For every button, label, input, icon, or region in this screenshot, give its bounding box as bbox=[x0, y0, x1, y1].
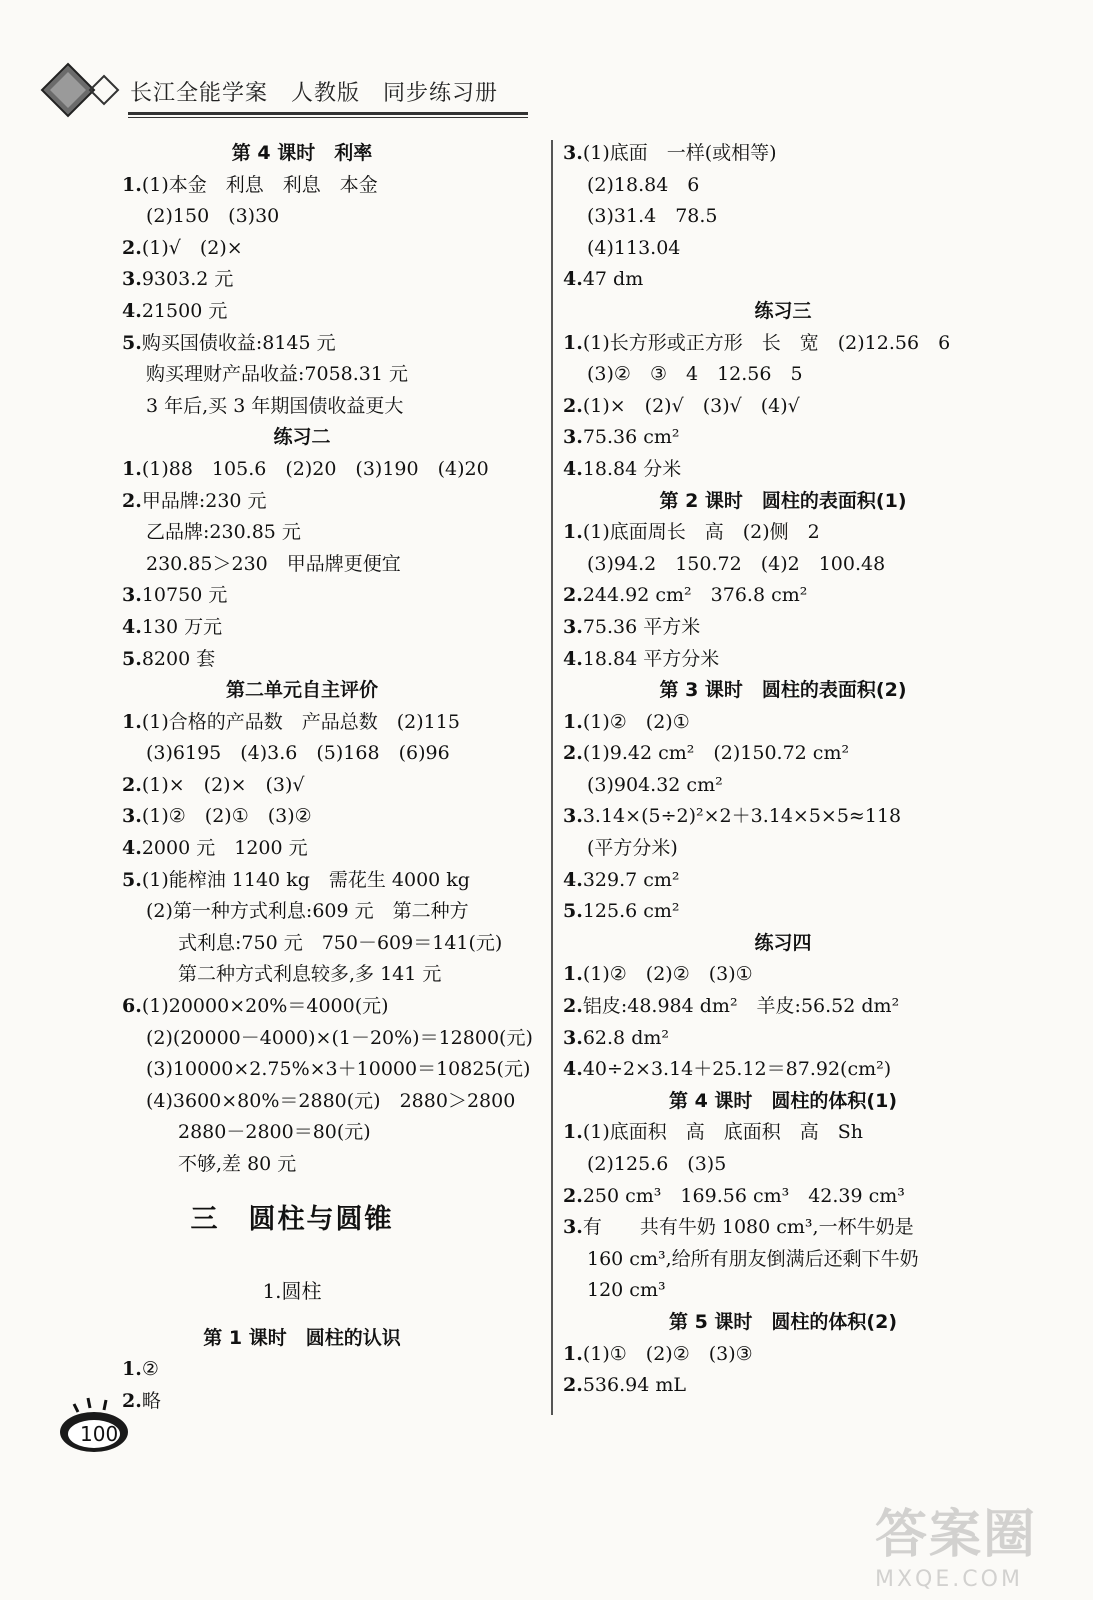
question-number: 4. bbox=[563, 647, 583, 670]
question-number: 4. bbox=[563, 868, 583, 891]
answer-text: 18.84 分米 bbox=[582, 457, 682, 480]
answer-line bbox=[122, 896, 542, 928]
answer-text: 244.92 cm² 376.8 cm² bbox=[582, 584, 808, 607]
answer-line bbox=[563, 1244, 1003, 1276]
answer-text: (3)904.32 cm² bbox=[587, 773, 723, 796]
answer-line bbox=[563, 170, 1003, 202]
answer-text: (平方分米) bbox=[587, 837, 678, 860]
answer-line bbox=[122, 1354, 542, 1386]
answer-text: 62.8 dm² bbox=[582, 1026, 669, 1049]
answer-text: 75.36 cm² bbox=[582, 426, 680, 449]
answer-line bbox=[122, 391, 542, 423]
answer-text: (1)本金 利息 利息 本金 bbox=[141, 173, 378, 196]
question-number: 5. bbox=[122, 331, 142, 354]
answer-text: (2)18.84 6 bbox=[587, 173, 700, 196]
answer-line bbox=[122, 233, 542, 265]
answer-line bbox=[563, 865, 1003, 897]
question-number: 1. bbox=[563, 963, 583, 986]
answer-text: 略 bbox=[141, 1389, 161, 1412]
answer-text: (1)② (2)② (3)① bbox=[582, 963, 753, 986]
book-title: 长江全能学案 人教版 同步练习册 bbox=[130, 81, 499, 106]
question-number: 2. bbox=[122, 489, 142, 512]
question-number: 6. bbox=[122, 995, 142, 1018]
question-number: 2. bbox=[563, 1184, 583, 1207]
answer-text: 3 年后,买 3 年期国债收益更大 bbox=[146, 394, 404, 417]
answer-line bbox=[122, 738, 542, 770]
left-answers-bottom bbox=[122, 1323, 542, 1418]
answer-line bbox=[563, 801, 1003, 833]
answer-line bbox=[563, 517, 1003, 549]
answer-text: (1)② (2)① (3)② bbox=[141, 805, 312, 828]
answer-line bbox=[122, 549, 542, 581]
answer-line bbox=[122, 170, 542, 202]
answer-line bbox=[563, 328, 1003, 360]
answer-text: (1)底面周长 高 (2)侧 2 bbox=[582, 521, 820, 544]
answer-text: 47 dm bbox=[582, 268, 644, 291]
answer-text: (1)① (2)② (3)③ bbox=[582, 1342, 753, 1365]
answer-line bbox=[122, 707, 542, 739]
answer-text: 40÷2×3.14＋25.12＝87.92(cm²) bbox=[582, 1058, 892, 1081]
answer-line bbox=[122, 328, 542, 360]
question-number: 3. bbox=[122, 584, 142, 607]
answer-text: 21500 元 bbox=[141, 299, 228, 322]
answer-line bbox=[563, 580, 1003, 612]
answer-line bbox=[563, 833, 1003, 865]
answer-line bbox=[563, 391, 1003, 423]
question-number: 2. bbox=[563, 742, 583, 765]
answer-text: 乙品牌:230.85 元 bbox=[146, 521, 301, 544]
answer-line bbox=[122, 517, 542, 549]
question-number: 4. bbox=[122, 299, 142, 322]
answer-text: (3)94.2 150.72 (4)2 100.48 bbox=[587, 552, 886, 575]
answer-text: (1)② (2)① bbox=[582, 710, 690, 733]
answer-text: 2880－2800＝80(元) bbox=[178, 1121, 371, 1144]
question-number: 3. bbox=[563, 1216, 583, 1239]
answer-line bbox=[563, 549, 1003, 581]
answer-line bbox=[563, 991, 1003, 1023]
answer-line bbox=[563, 264, 1003, 296]
right-answers bbox=[563, 138, 1003, 1402]
answer-line bbox=[563, 1370, 1003, 1402]
answer-text: 购买理财产品收益:7058.31 元 bbox=[146, 363, 409, 386]
answer-text: (1)× (2)× (3)√ bbox=[141, 773, 305, 796]
answer-text: (2)(20000－4000)×(1－20%)＝12800(元) bbox=[146, 1026, 533, 1049]
section-heading: 第 1 课时 圆柱的认识 bbox=[203, 1326, 401, 1349]
answer-text: 75.36 平方米 bbox=[582, 615, 701, 638]
answer-line bbox=[563, 422, 1003, 454]
answer-line bbox=[122, 1023, 542, 1055]
answer-line bbox=[563, 233, 1003, 265]
question-number: 3. bbox=[563, 805, 583, 828]
answer-text: 18.84 平方分米 bbox=[582, 647, 720, 670]
answer-line bbox=[563, 201, 1003, 233]
answer-text: 10750 元 bbox=[141, 584, 228, 607]
answer-line bbox=[563, 644, 1003, 676]
answer-text: 9303.2 元 bbox=[141, 268, 234, 291]
question-number: 1. bbox=[563, 521, 583, 544]
answer-line bbox=[563, 738, 1003, 770]
answer-line bbox=[563, 359, 1003, 391]
header-rule-thin bbox=[128, 117, 528, 118]
answer-line bbox=[563, 896, 1003, 928]
question-number: 3. bbox=[122, 805, 142, 828]
answer-text: 购买国债收益:8145 元 bbox=[141, 331, 336, 354]
question-number: 1. bbox=[122, 457, 142, 480]
answer-line bbox=[122, 359, 542, 391]
question-number: 1. bbox=[122, 1358, 142, 1381]
answer-line bbox=[122, 959, 542, 991]
watermark-url: MXQE.COM bbox=[875, 1567, 1023, 1592]
question-number: 3. bbox=[563, 426, 583, 449]
question-number: 4. bbox=[563, 1058, 583, 1081]
page-number: 100 bbox=[80, 1422, 119, 1446]
question-number: 2. bbox=[563, 995, 583, 1018]
answer-text: 8200 套 bbox=[141, 647, 216, 670]
page-number-badge bbox=[62, 1410, 132, 1462]
answer-text: (1)20000×20%＝4000(元) bbox=[141, 995, 389, 1018]
question-number: 4. bbox=[563, 268, 583, 291]
answer-line bbox=[122, 1386, 542, 1418]
answer-line bbox=[563, 1117, 1003, 1149]
answer-text: (3)31.4 78.5 bbox=[587, 205, 718, 228]
answer-line bbox=[122, 833, 542, 865]
answer-line bbox=[563, 1023, 1003, 1055]
section-heading: 练习三 bbox=[754, 299, 812, 322]
answer-line bbox=[122, 928, 542, 960]
answer-line bbox=[563, 770, 1003, 802]
question-number: 3. bbox=[563, 615, 583, 638]
answer-text: (1)88 105.6 (2)20 (3)190 (4)20 bbox=[141, 457, 489, 480]
answer-text: (4)3600×80%＝2880(元) 2880＞2800 bbox=[146, 1089, 516, 1112]
question-number: 4. bbox=[563, 457, 583, 480]
question-number: 1. bbox=[563, 1342, 583, 1365]
question-number: 5. bbox=[563, 900, 583, 923]
answer-text: (1)合格的产品数 产品总数 (2)115 bbox=[141, 710, 460, 733]
section-heading: 第 2 课时 圆柱的表面积(1) bbox=[659, 489, 907, 512]
answer-line bbox=[563, 138, 1003, 170]
answer-line bbox=[122, 770, 542, 802]
answer-text: (2)150 (3)30 bbox=[146, 205, 280, 228]
question-number: 4. bbox=[122, 837, 142, 860]
answer-text: 329.7 cm² bbox=[582, 868, 680, 891]
answer-line bbox=[563, 959, 1003, 991]
question-number: 5. bbox=[122, 647, 142, 670]
answer-text: 不够,差 80 元 bbox=[178, 1153, 297, 1175]
answer-text: (1)底面 一样(或相等) bbox=[582, 142, 777, 164]
watermark bbox=[875, 1492, 1075, 1592]
question-number: 2. bbox=[563, 1374, 583, 1397]
watermark-logo: 答案圈 bbox=[875, 1505, 1038, 1565]
answer-text: 铝皮:48.984 dm² 羊皮:56.52 dm² bbox=[582, 995, 900, 1018]
section-heading: 第 4 课时 利率 bbox=[231, 142, 373, 164]
answer-line bbox=[122, 454, 542, 486]
answer-line bbox=[122, 1054, 542, 1086]
answer-line bbox=[122, 580, 542, 612]
answer-text: 536.94 mL bbox=[582, 1374, 686, 1397]
answer-line bbox=[122, 296, 542, 328]
question-number: 3. bbox=[122, 268, 142, 291]
question-number: 2. bbox=[122, 236, 142, 259]
answer-line bbox=[122, 1149, 542, 1181]
answer-line bbox=[122, 1117, 542, 1149]
answer-line bbox=[122, 644, 542, 676]
answer-line bbox=[563, 1181, 1003, 1213]
section-heading: 练习二 bbox=[273, 426, 331, 449]
question-number: 3. bbox=[563, 1026, 583, 1049]
answer-text: 250 cm³ 169.56 cm³ 42.39 cm³ bbox=[582, 1184, 905, 1207]
question-number: 2. bbox=[563, 584, 583, 607]
answer-text: (2)第一种方式利息:609 元 第二种方 bbox=[146, 900, 469, 923]
answer-line bbox=[122, 991, 542, 1023]
question-number: 3. bbox=[563, 142, 583, 164]
answer-line bbox=[563, 1054, 1003, 1086]
answer-text: 第二种方式利息较多,多 141 元 bbox=[178, 963, 442, 986]
answer-text: ② bbox=[141, 1358, 159, 1381]
answer-line bbox=[563, 612, 1003, 644]
answer-line bbox=[122, 1086, 542, 1118]
answer-line bbox=[563, 1212, 1003, 1244]
answer-text: 160 cm³,给所有朋友倒满后还剩下牛奶 bbox=[587, 1247, 919, 1270]
answer-text: 2000 元 1200 元 bbox=[141, 837, 308, 860]
question-number: 1. bbox=[563, 1121, 583, 1144]
question-number: 1. bbox=[563, 331, 583, 354]
answer-text: (1)底面积 高 底面积 高 Sh bbox=[582, 1121, 864, 1144]
answer-line bbox=[122, 201, 542, 233]
section-heading: 第二单元自主评价 bbox=[225, 679, 378, 702]
answer-text: 有 共有牛奶 1080 cm³,一杯牛奶是 bbox=[582, 1216, 914, 1239]
question-number: 2. bbox=[563, 394, 583, 417]
question-number: 5. bbox=[122, 868, 142, 891]
section-heading: 第 4 课时 圆柱的体积(1) bbox=[668, 1089, 898, 1112]
answer-line bbox=[122, 486, 542, 518]
question-number: 1. bbox=[122, 710, 142, 733]
answer-text: (3)6195 (4)3.6 (5)168 (6)96 bbox=[146, 742, 450, 765]
answer-text: (1)√ (2)× bbox=[141, 236, 243, 259]
left-answers bbox=[122, 138, 542, 1181]
section-heading: 第 5 课时 圆柱的体积(2) bbox=[668, 1310, 898, 1333]
answer-text: (1)9.42 cm² (2)150.72 cm² bbox=[582, 742, 850, 765]
answer-text: 3.14×(5÷2)²×2＋3.14×5×5≈118 bbox=[582, 805, 902, 828]
page-header bbox=[38, 62, 498, 122]
answer-text: 式利息:750 元 750－609＝141(元) bbox=[178, 931, 503, 954]
chapter-title: 三 圆柱与圆锥 bbox=[190, 1203, 394, 1235]
answer-text: (3)10000×2.75%×3＋10000＝10825(元) bbox=[146, 1058, 531, 1081]
answer-text: 125.6 cm² bbox=[582, 900, 680, 923]
right-column bbox=[563, 138, 1003, 1402]
section-heading: 第 3 课时 圆柱的表面积(2) bbox=[659, 679, 907, 702]
answer-line bbox=[563, 1149, 1003, 1181]
answer-text: (2)125.6 (3)5 bbox=[587, 1153, 727, 1175]
answer-line bbox=[122, 801, 542, 833]
answer-text: (4)113.04 bbox=[587, 236, 681, 259]
column-divider bbox=[551, 140, 553, 1415]
section-title: 1.圆柱 bbox=[262, 1278, 322, 1303]
answer-line bbox=[122, 612, 542, 644]
answer-line bbox=[563, 454, 1003, 486]
answer-line bbox=[563, 707, 1003, 739]
answer-text: (1)× (2)√ (3)√ (4)√ bbox=[582, 394, 800, 417]
answer-text: 130 万元 bbox=[141, 615, 223, 638]
header-rule bbox=[128, 112, 528, 115]
answer-text: 120 cm³ bbox=[587, 1279, 666, 1302]
answer-text: 甲品牌:230 元 bbox=[141, 489, 267, 512]
diamond-ornament-icon bbox=[38, 62, 128, 118]
question-number: 4. bbox=[122, 615, 142, 638]
answer-line bbox=[122, 865, 542, 897]
question-number: 2. bbox=[122, 1389, 142, 1412]
left-column bbox=[122, 138, 542, 1417]
section-heading: 练习四 bbox=[754, 931, 812, 954]
answer-text: (1)长方形或正方形 长 宽 (2)12.56 6 bbox=[582, 331, 951, 354]
answer-line bbox=[563, 1275, 1003, 1307]
answer-line bbox=[563, 1339, 1003, 1371]
answer-text: (3)② ③ 4 12.56 5 bbox=[587, 363, 803, 386]
question-number: 1. bbox=[563, 710, 583, 733]
question-number: 2. bbox=[122, 773, 142, 796]
answer-line bbox=[122, 264, 542, 296]
answer-text: 230.85＞230 甲品牌更便宜 bbox=[146, 552, 401, 575]
answer-text: (1)能榨油 1140 kg 需花生 4000 kg bbox=[141, 868, 470, 891]
question-number: 1. bbox=[122, 173, 142, 196]
